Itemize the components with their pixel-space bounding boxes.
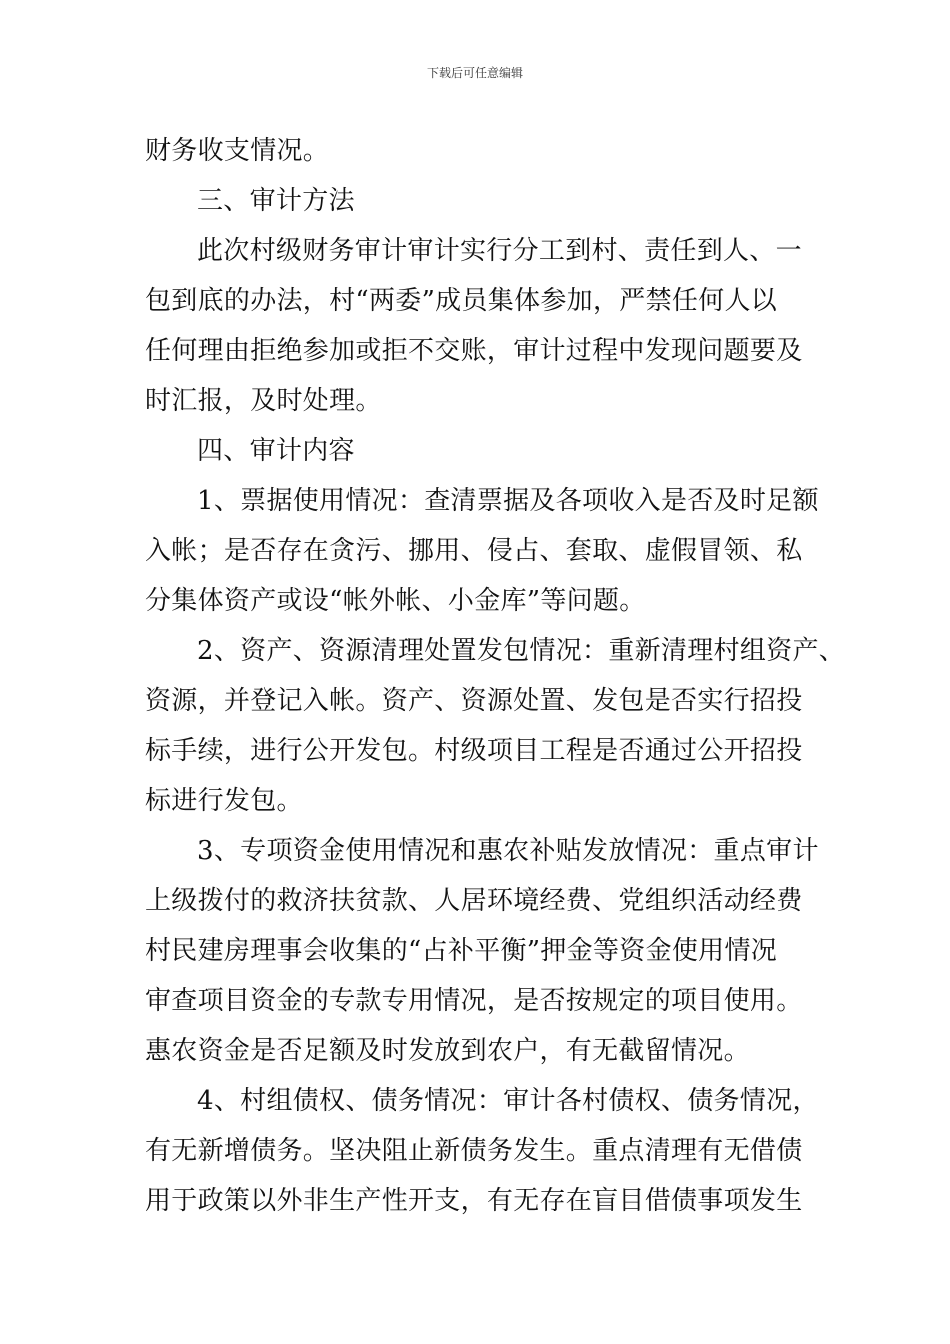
text-line: 有无新增债务。坚决阻止新债务发生。重点清理有无借债 <box>145 1136 803 1166</box>
text-line: 用于政策以外非生产性开支，有无存在盲目借债事项发生 <box>145 1186 803 1216</box>
text-line: 标手续，进行公开发包。村级项目工程是否通过公开招投 <box>145 736 803 766</box>
text-line: 上级拨付的救济扶贫款、人居环境经费、党组织活动经费 <box>145 886 803 916</box>
paragraph-line: 4、村组债权、债务情况：审计各村债权、债务情况， <box>197 1086 819 1116</box>
text-line: 标进行发包。 <box>145 786 303 816</box>
text-line: 入帐；是否存在贪污、挪用、侵占、套取、虚假冒领、私 <box>145 536 803 566</box>
text-line: 任何理由拒绝参加或拒不交账，审计过程中发现问题要及 <box>145 336 803 366</box>
text-line: 包到底的办法，村“两委”成员集体参加，严禁任何人以 <box>145 286 778 316</box>
section-heading: 四、审计内容 <box>197 436 355 466</box>
text-line: 分集体资产或设“帐外帐、小金库”等问题。 <box>145 586 646 616</box>
text-line: 审查项目资金的专款专用情况，是否按规定的项目使用。 <box>145 986 803 1016</box>
text-line: 惠农资金是否足额及时发放到农户，有无截留情况。 <box>145 1036 750 1066</box>
section-heading: 三、审计方法 <box>197 186 355 216</box>
text-line: 时汇报，及时处理。 <box>145 386 382 416</box>
paragraph-line: 2、资产、资源清理处置发包情况：重新清理村组资产、 <box>197 636 846 666</box>
page-header: 下载后可任意编辑 <box>426 66 523 80</box>
text-line: 资源，并登记入帐。资产、资源处置、发包是否实行招投 <box>145 686 803 716</box>
text-line: 财务收支情况。 <box>145 136 330 166</box>
paragraph-line: 此次村级财务审计审计实行分工到村、责任到人、一 <box>197 236 802 266</box>
paragraph-line: 3、专项资金使用情况和惠农补贴发放情况：重点审计 <box>197 836 819 866</box>
text-line: 村民建房理事会收集的“占补平衡”押金等资金使用情况 <box>145 936 778 966</box>
paragraph-line: 1、票据使用情况：查清票据及各项收入是否及时足额 <box>197 486 819 516</box>
document-body <box>145 126 846 1226</box>
